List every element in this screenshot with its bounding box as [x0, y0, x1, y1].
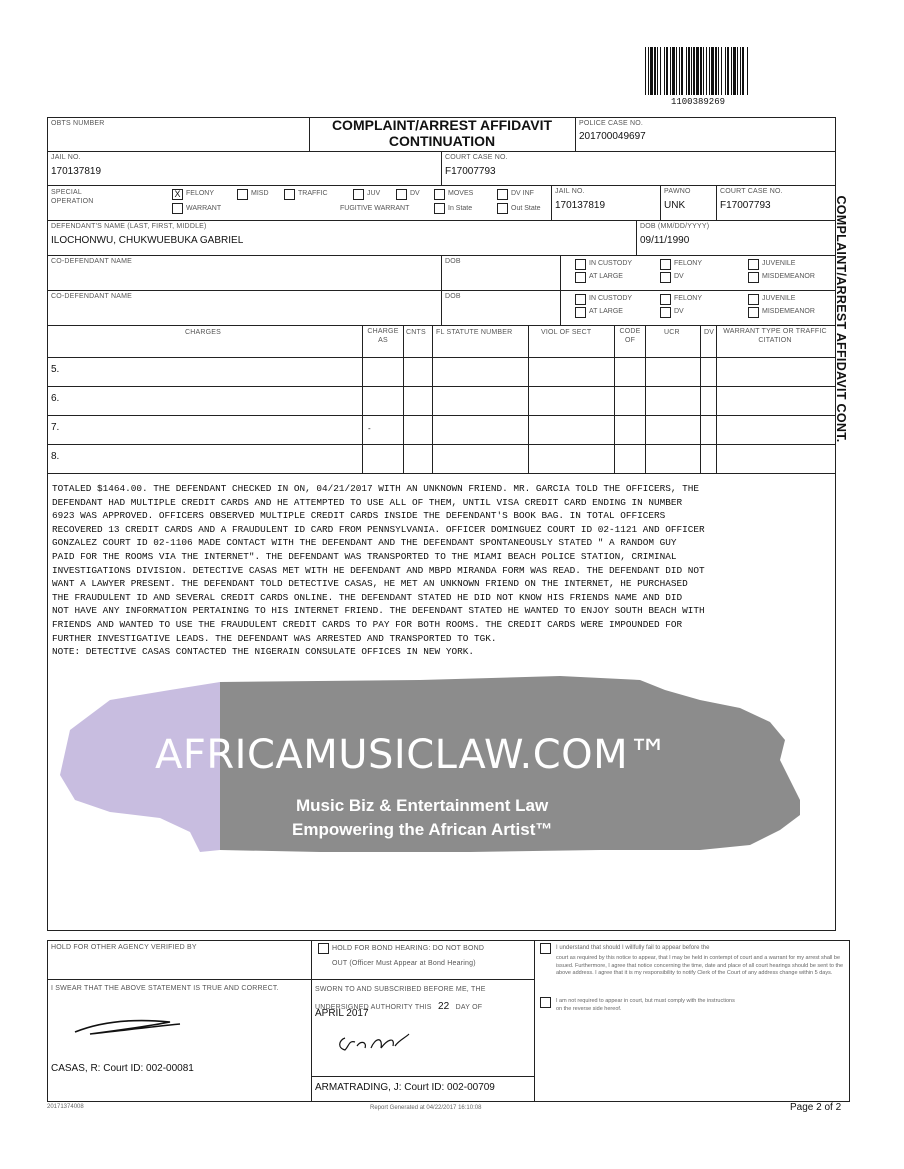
- form-title-line2: CONTINUATION: [388, 133, 496, 149]
- codefendant-name-label: CO-DEFENDANT NAME: [51, 258, 133, 265]
- authority-name: ARMATRADING, J: Court ID: 002-00709: [315, 1082, 495, 1093]
- juv-label: JUV: [367, 190, 381, 197]
- so-jail-value: 170137819: [555, 200, 606, 211]
- codefendant-dob-label: DOB: [445, 293, 461, 300]
- hold-other-agency-label: HOLD FOR OTHER AGENCY VERIFIED BY: [51, 944, 197, 951]
- police-case-label: POLICE CASE NO.: [579, 120, 644, 127]
- sworn-line3-text: DAY OF: [455, 1004, 483, 1011]
- report-generated: Report Generated at 04/22/2017 16:10:08: [370, 1105, 482, 1111]
- cnts-header: CNTS: [406, 329, 426, 336]
- felony-checkbox[interactable]: X: [172, 189, 183, 200]
- hold-bond-label: HOLD FOR BOND HEARING: DO NOT BOND: [332, 945, 485, 952]
- misd-label: MISD: [251, 190, 269, 197]
- pawno-label: PAWNO: [664, 188, 691, 195]
- felony-label: FELONY: [186, 190, 215, 197]
- sworn-month: APRIL 2017: [315, 1008, 369, 1019]
- understand-text: I understand that should I willfully fail to appear before the: [556, 945, 710, 951]
- officer-signature: [70, 1014, 190, 1040]
- officer-name: CASAS, R: Court ID: 002-00081: [51, 1063, 194, 1074]
- out-state-label: Out State: [511, 205, 541, 212]
- codef-dv-label: DV: [674, 273, 684, 280]
- so-court-case-value: F17007793: [720, 200, 771, 211]
- authority-signature: [335, 1030, 415, 1056]
- traffic-label: TRAFFIC: [298, 190, 328, 197]
- warrant-type-header: WARRANT TYPE OR TRAFFIC CITATION: [723, 328, 827, 344]
- hold-bond-sub: OUT (Officer Must Appear at Bond Hearing): [332, 960, 476, 967]
- fugitive-warrant-label: FUGITIVE WARRANT: [340, 205, 410, 212]
- dob-label: DOB (MM/DD/YYYY): [640, 223, 710, 230]
- sworn-day: 22: [438, 1001, 450, 1012]
- watermark-brand: AFRICAMUSICLAW.COM™: [155, 732, 669, 778]
- moves-label: MOVES: [448, 190, 474, 197]
- codefendant-name-label: CO-DEFENDANT NAME: [51, 293, 133, 300]
- charge-as-header: CHARGE AS: [367, 328, 399, 344]
- not-appear-checkbox[interactable]: [540, 997, 551, 1008]
- charge-row: 8.: [51, 451, 60, 462]
- understand-small-text: court as required by this notice to appear, that I may be held in contempt of court and a warrant for my arrest shall be issued. Furthermore, I agree that notice concerning the time, date and place of all court hearings should be sent to the above address. I agree that it is my responsibility to notify Clerk of the Court of any address change within 5 days.: [556, 955, 844, 976]
- codef-felony-label: FELONY: [674, 295, 703, 302]
- charge-row: 7.: [51, 422, 60, 433]
- jail-label: JAIL NO.: [51, 154, 81, 161]
- juvenile-label: JUVENILE: [762, 295, 796, 302]
- dv-label: DV: [410, 190, 420, 197]
- defendant-name-value: ILOCHONWU, CHUKWUEBUKA GABRIEL: [51, 235, 244, 246]
- juvenile-label: JUVENILE: [762, 260, 796, 267]
- so-court-case-label: COURT CASE NO.: [720, 188, 783, 195]
- charges-header: CHARGES: [185, 329, 222, 336]
- in-state-label: In State: [448, 205, 473, 212]
- code-of-header: CODE OF: [619, 328, 641, 344]
- sworn-line1: SWORN TO AND SUBSCRIBED BEFORE ME, THE: [315, 986, 486, 993]
- pawno-value: UNK: [664, 200, 686, 211]
- watermark-tagline1: Music Biz & Entertainment Law: [296, 796, 549, 815]
- charge-row: 5.: [51, 364, 60, 375]
- at-large-label: AT LARGE: [589, 308, 623, 315]
- form-title-line1: COMPLAINT/ARREST AFFIDAVIT: [331, 117, 553, 133]
- viol-sect-header: VIOL OF SECT: [541, 329, 592, 336]
- watermark-tagline2: Empowering the African Artist™: [292, 820, 553, 839]
- ucr-header: UCR: [664, 329, 680, 336]
- report-id: 20171374008: [47, 1104, 84, 1110]
- police-case-value: 201700049697: [579, 131, 646, 142]
- understand-checkbox[interactable]: [540, 943, 551, 954]
- dv-inf-label: DV INF: [511, 190, 534, 197]
- codef-felony-label: FELONY: [674, 260, 703, 267]
- jail-value: 170137819: [51, 166, 102, 177]
- warrant-label: WARRANT: [186, 205, 222, 212]
- defendant-name-label: DEFENDANT'S NAME (LAST, FIRST, MIDDLE): [51, 223, 207, 230]
- in-custody-label: IN CUSTODY: [589, 260, 633, 267]
- otn-label: OBTS NUMBER: [51, 120, 105, 127]
- swear-statement: I SWEAR THAT THE ABOVE STATEMENT IS TRUE AND CORRECT.: [51, 985, 279, 992]
- narrative-text: TOTALED $1464.00. THE DEFENDANT CHECKED IN ON, 04/21/2017 WITH AN UNKNOWN FRIEND. MR. GARCIA TOLD THE OFFICERS, THE DEFENDANT HAD MULTIPLE CREDIT CARDS AND HE ATTEMPTED TO USE ALL OF THEM, UNTIL VISA CREDIT CARD ENDING IN NUMBER 6923 WAS APPROVED. OFFICERS OBSERVED MULTIPLE CREDIT CARDS INSIDE THE DEFENDANT'S BOOK BAG. IN TOTAL OFFICERS RECOVERED 13 CREDIT CARDS AND A FRAUDULENT ID CARD FROM PENNSYLVANIA. OFFICER DOMINGUEZ COURT ID 02-1121 AND OFFICER GONZALEZ COURT ID 02-1106 MADE CONTACT WITH THE DEFENDANT AND THE DEFENDANT SPONTANEOUSLY STATED " A RANDOM GUY PAID FOR THE ROOMS VIA THE INTERNET". THE DEFENDANT WAS TRANSPORTED TO THE MIAMI BEACH POLICE STATION, CRIMINAL INVESTIGATIONS DIVISION. DETECTIVE CASAS MET WITH HE DEFENDANT AND MBPD MIRANDA FORM WAS READ. THE DEFENDANT DID NOT WANT A LAWYER PRESENT. THE DEFENDANT TOLD DETECTIVE CASAS, HE MET AN UNKNOWN FRIEND ON THE INTERNET, HE PURCHASED THE FRAUDULENT ID AND SEVERAL CREDIT CARDS ONLINE. THE DEFENDANT STATED HE DID NOT KNOW HIS FRIENDS NAME AND DID NOT HAVE ANY INFORMATION PERTAINING TO HIS INTERNET FRIEND. THE DEFENDANT STATED HE WANTED TO ENJOY SOUTH BEACH WITH FRIENDS AND WANTED TO USE THE FRAUDULENT CREDIT CARDS TO PAY FOR BOTH ROOMS. THE CREDIT CARDS WERE IMPOUNDED FOR FURTHER INVESTIGATIVE LEADS. THE DEFENDANT WAS ARRESTED AND TRANSPORTED TO TGK. NOTE: DETECTIVE CASAS CONTACTED THE NIGERAIN CONSULATE OFFICES IN NEW YORK.: [52, 483, 705, 658]
- dob-value: 09/11/1990: [640, 235, 690, 246]
- not-appear-text: I am not required to appear in court, but must comply with the instructions on the reverse side hereof.: [556, 998, 735, 1012]
- page-number: Page 2 of 2: [790, 1102, 842, 1113]
- special-operation-label: SPECIAL OPERATION: [51, 189, 94, 205]
- at-large-label: AT LARGE: [589, 273, 623, 280]
- misdemeanor-label: MISDEMEANOR: [762, 273, 815, 280]
- hold-bond-checkbox[interactable]: [318, 943, 329, 954]
- side-title-text: COMPLAINT/ARREST AFFIDAVIT CONT.: [834, 195, 848, 443]
- charge-row-mark: -: [368, 424, 371, 433]
- barcode-number: 1100389269: [670, 97, 725, 107]
- sworn-line2-text: UNDERSIGNED AUTHORITY THIS: [315, 1004, 432, 1011]
- court-case-value: F17007793: [445, 166, 496, 177]
- fl-statute-header: FL STATUTE NUMBER: [436, 329, 513, 336]
- codefendant-dob-label: DOB: [445, 258, 461, 265]
- dv-header: DV: [704, 329, 715, 336]
- in-custody-label: IN CUSTODY: [589, 295, 633, 302]
- so-jail-label: JAIL NO.: [555, 188, 585, 195]
- court-case-label: COURT CASE NO.: [445, 154, 508, 161]
- misdemeanor-label: MISDEMEANOR: [762, 308, 815, 315]
- charge-row: 6.: [51, 393, 60, 404]
- codef-dv-label: DV: [674, 308, 684, 315]
